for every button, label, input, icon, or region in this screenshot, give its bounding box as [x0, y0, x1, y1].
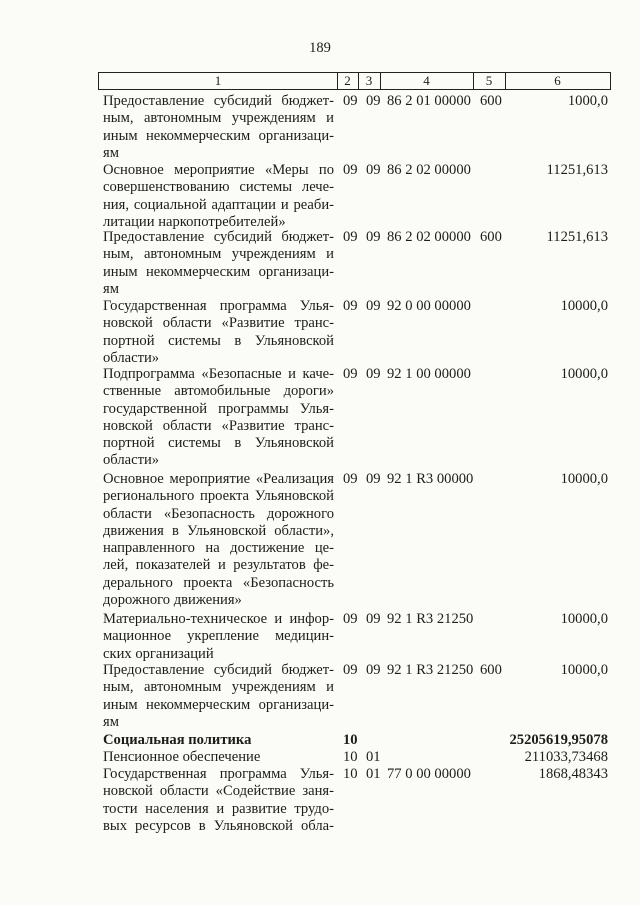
row-description [103, 471, 334, 609]
description-line: ских организаций [103, 645, 214, 662]
description-line: Предоставление субсидий бюджет- [103, 229, 334, 245]
description-line: области» [103, 452, 160, 469]
description-line: ным, автономным учреждениям и [103, 246, 334, 263]
description-line: области» [103, 349, 160, 366]
description-line: ственные автомобильные дороги» [103, 383, 334, 400]
amount: 11251,613 [546, 162, 608, 178]
description-line: мационное укрепление медицин- [103, 628, 334, 645]
amount: 10000,0 [560, 611, 608, 627]
description-line: Подпрограмма «Безопасные и каче- [103, 366, 334, 382]
header-col-6: 6 [554, 73, 561, 88]
row-description [103, 93, 334, 162]
header-col-1: 1 [214, 73, 222, 88]
section-code: 09 [343, 366, 358, 382]
description-line: портной системы в Ульяновской [103, 332, 334, 349]
row-description [103, 749, 334, 766]
description-line: ям [103, 280, 119, 297]
target-article-code: 92 0 00 00000 [387, 298, 471, 314]
description-line: Государственная программа Улья- [103, 766, 334, 782]
description-line: ния, социальной адаптации и реаби- [103, 196, 334, 213]
description-line: Материально-техническое и инфор- [103, 611, 334, 627]
row-description [103, 766, 334, 835]
description-line: вых ресурсов в Ульяновской обла- [103, 817, 334, 834]
description-line: ям [103, 144, 119, 161]
description-line: Основное мероприятие «Меры по [103, 162, 334, 178]
section-code: 10 [343, 749, 358, 765]
amount: 10000,0 [560, 298, 608, 314]
description-line: государственной программы Улья- [103, 400, 334, 417]
expense-type-code: 600 [480, 229, 502, 245]
subsection-code: 09 [366, 611, 381, 627]
header-col-3: 3 [365, 73, 373, 88]
section-code: 10 [343, 732, 358, 748]
description-line: портной системы в Ульяновской [103, 435, 334, 452]
target-article-code: 92 1 R3 00000 [387, 471, 474, 487]
amount: 1868,48343 [538, 766, 608, 782]
row-description [103, 732, 334, 749]
section-code: 09 [343, 229, 358, 245]
description-line: Основное мероприятие «Реализация [103, 471, 334, 487]
description-line: совершенствованию системы лече- [103, 179, 334, 196]
amount: 1000,0 [567, 93, 608, 109]
expense-type-code: 600 [480, 662, 502, 678]
description-line: Социальная политика [103, 732, 252, 748]
amount: 10000,0 [560, 662, 608, 678]
description-line: иным некоммерческим организаци- [103, 263, 334, 280]
amount: 11251,613 [546, 229, 608, 245]
description-line: иным некоммерческим организаци- [103, 127, 334, 144]
row-description [103, 662, 334, 731]
subsection-code: 09 [366, 162, 381, 178]
amount: 25205619,95078 [509, 732, 608, 748]
section-code: 10 [343, 766, 358, 782]
amount: 211033,73468 [524, 749, 608, 765]
section-code: 09 [343, 662, 358, 678]
row-description [103, 298, 334, 367]
section-code: 09 [343, 611, 358, 627]
target-article-code: 86 2 01 00000 [387, 93, 471, 109]
target-article-code: 77 0 00 00000 [387, 766, 471, 782]
amount: 10000,0 [560, 366, 608, 382]
target-article-code: 86 2 02 00000 [387, 162, 471, 178]
description-line: Государственная программа Улья- [103, 298, 334, 314]
row-description [103, 366, 334, 470]
target-article-code: 92 1 R3 21250 [387, 662, 474, 678]
description-line: дорожного движения» [103, 592, 242, 609]
section-code: 09 [343, 162, 358, 178]
description-line: Предоставление субсидий бюджет- [103, 662, 334, 678]
section-code: 09 [343, 471, 358, 487]
description-line: новской области «Развитие транс- [103, 417, 334, 434]
description-line: лей, показателей и результатов фе- [103, 557, 334, 574]
description-line: ям [103, 713, 119, 730]
target-article-code: 86 2 02 00000 [387, 229, 471, 245]
row-description [103, 229, 334, 298]
subsection-code: 09 [366, 93, 381, 109]
description-line: Предоставление субсидий бюджет- [103, 93, 334, 109]
row-description [103, 162, 334, 231]
description-line: Пенсионное обеспечение [103, 749, 261, 765]
target-article-code: 92 1 R3 21250 [387, 611, 474, 627]
subsection-code: 09 [366, 298, 381, 314]
description-line: новской области «Содействие заня- [103, 783, 334, 800]
subsection-code: 09 [366, 662, 381, 678]
header-col-2: 2 [344, 73, 351, 88]
subsection-code: 09 [366, 229, 381, 245]
subsection-code: 01 [366, 749, 381, 765]
description-line: движения в Ульяновской области», [103, 522, 334, 539]
subsection-code: 09 [366, 366, 381, 382]
description-line: иным некоммерческим организаци- [103, 696, 334, 713]
subsection-code: 01 [366, 766, 381, 782]
section-code: 09 [343, 93, 358, 109]
target-article-code: 92 1 00 00000 [387, 366, 471, 382]
amount: 10000,0 [560, 471, 608, 487]
table-header [98, 72, 611, 90]
description-line: новской области «Развитие транс- [103, 315, 334, 332]
description-line: направленного на достижение це- [103, 540, 334, 557]
subsection-code: 09 [366, 471, 381, 487]
description-line: дерального проекта «Безопасность [103, 574, 334, 591]
description-line: тости населения и развитие трудо- [103, 800, 334, 817]
page-number: 189 [309, 40, 331, 56]
header-col-5: 5 [485, 73, 493, 88]
description-line: области «Безопасность дорожного [103, 505, 334, 522]
description-line: ным, автономным учреждениям и [103, 679, 334, 696]
expense-type-code: 600 [480, 93, 502, 109]
description-line: ным, автономным учреждениям и [103, 110, 334, 127]
description-line: литации наркопотребителей» [103, 213, 286, 230]
row-description [103, 611, 334, 663]
section-code: 09 [343, 298, 358, 314]
header-col-4: 4 [423, 73, 430, 88]
description-line: регионального проекта Ульяновской [103, 488, 334, 505]
